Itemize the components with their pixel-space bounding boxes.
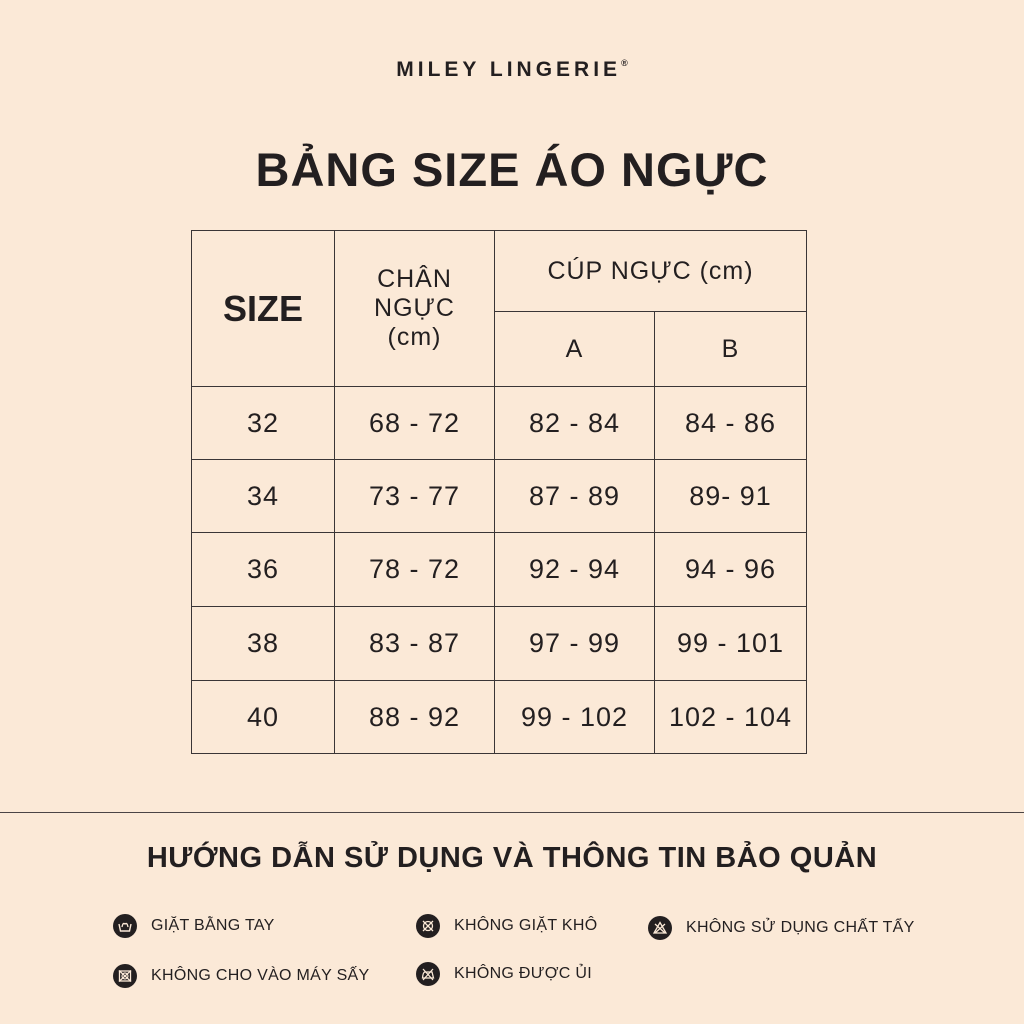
header-band	[335, 231, 495, 387]
cell-cup-b: 94 - 96	[655, 533, 807, 607]
care-item-no-tumble-dry	[113, 964, 370, 988]
care-item-no-dry-clean	[416, 914, 597, 938]
no-bleach-icon	[648, 916, 672, 940]
hand-wash-icon	[113, 914, 137, 938]
table-header-row	[192, 231, 807, 312]
cell-size: 40	[192, 681, 335, 754]
care-label: KHÔNG GIẶT KHÔ	[454, 917, 598, 934]
care-label: KHÔNG ĐƯỢC ỦI	[454, 965, 592, 982]
table-row	[192, 460, 807, 533]
brand-logo	[0, 58, 1024, 82]
care-title: HƯỚNG DẪN SỬ DỤNG VÀ THÔNG TIN BẢO QUẢN	[146, 842, 878, 874]
table-row	[192, 533, 807, 607]
table-row	[192, 607, 807, 681]
page-title: BẢNG SIZE ÁO NGỰC	[255, 143, 769, 196]
table-row	[192, 387, 807, 460]
cell-band: 83 - 87	[335, 607, 495, 681]
header-cup-b: B	[655, 312, 807, 387]
cell-cup-a: 82 - 84	[495, 387, 655, 460]
cell-size: 36	[192, 533, 335, 607]
cell-size: 32	[192, 387, 335, 460]
care-item-no-iron	[416, 962, 592, 986]
cell-cup-b: 102 - 104	[655, 681, 807, 754]
header-cup-a: A	[495, 312, 655, 387]
section-divider	[0, 812, 1024, 813]
no-iron-icon	[416, 962, 440, 986]
cell-cup-b: 99 - 101	[655, 607, 807, 681]
care-label: KHÔNG CHO VÀO MÁY SẤY	[151, 967, 370, 984]
no-tumble-dry-icon	[113, 964, 137, 988]
cell-size: 34	[192, 460, 335, 533]
cell-cup-a: 87 - 89	[495, 460, 655, 533]
registered-mark: ®	[621, 58, 628, 68]
care-item-hand-wash	[113, 914, 275, 938]
no-dry-clean-icon	[416, 914, 440, 938]
cell-cup-b: 89- 91	[655, 460, 807, 533]
cell-cup-a: 99 - 102	[495, 681, 655, 754]
header-cup: CÚP NGỰC (cm)	[495, 231, 807, 312]
cell-band: 68 - 72	[335, 387, 495, 460]
header-band-text: CHÂN NGỰC (cm)	[374, 265, 455, 351]
care-label: GIẶT BẰNG TAY	[151, 917, 275, 934]
cell-size: 38	[192, 607, 335, 681]
cell-cup-a: 97 - 99	[495, 607, 655, 681]
header-size: SIZE	[192, 231, 335, 387]
size-table	[191, 230, 807, 754]
table-row	[192, 681, 807, 754]
cell-band: 88 - 92	[335, 681, 495, 754]
care-item-no-bleach	[648, 916, 915, 940]
cell-cup-a: 92 - 94	[495, 533, 655, 607]
care-label: KHÔNG SỬ DỤNG CHẤT TẨY	[686, 919, 915, 936]
cell-band: 73 - 77	[335, 460, 495, 533]
brand-name: MILEY LINGERIE	[396, 58, 622, 81]
cell-cup-b: 84 - 86	[655, 387, 807, 460]
cell-band: 78 - 72	[335, 533, 495, 607]
